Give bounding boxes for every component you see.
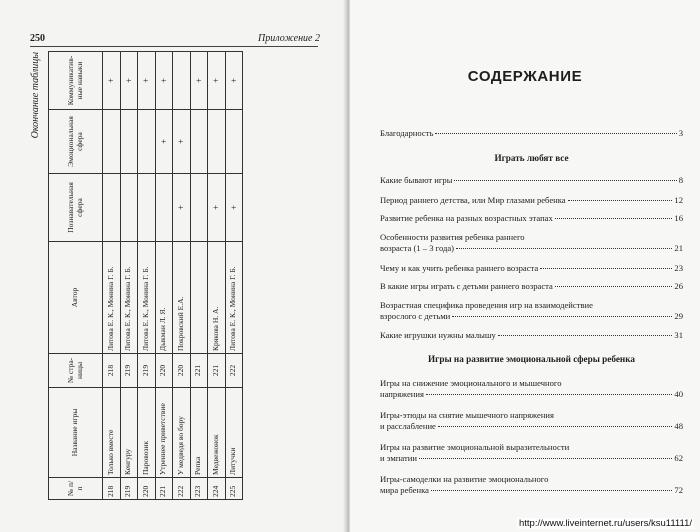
page-ref: 220 xyxy=(155,354,173,388)
toc-entry xyxy=(380,128,683,139)
table-header-row xyxy=(49,52,103,500)
row-number: 222 xyxy=(173,478,191,500)
author: Литова Е. К., Монина Г. Б. xyxy=(120,242,138,354)
table-row xyxy=(120,52,138,500)
toc-entry-text-cont: возраста (1 – 3 года) xyxy=(380,242,455,253)
toc-entry-page: 40 xyxy=(674,388,683,399)
toc-entry-text: Период раннего детства, или Мир глазами ребенка xyxy=(380,195,566,205)
table-row xyxy=(208,52,226,500)
col-header-game-name: Название игры xyxy=(49,388,103,478)
communicative-mark: + xyxy=(103,52,121,110)
emotional-mark xyxy=(208,110,226,174)
toc-section-heading: Игры на развитие эмоциональной сферы ребенка xyxy=(428,354,635,364)
left-page-header xyxy=(30,33,320,47)
page-ref: 221 xyxy=(190,354,208,388)
page-ref: 218 xyxy=(103,354,121,388)
communicative-mark: + xyxy=(225,52,243,110)
cognitive-mark xyxy=(155,174,173,242)
communicative-mark: + xyxy=(208,52,226,110)
toc-entry-text: Благодарность xyxy=(380,128,434,138)
cognitive-mark xyxy=(190,174,208,242)
games-table-box xyxy=(48,52,243,500)
game-name: Репка xyxy=(190,388,208,478)
communicative-mark: + xyxy=(155,52,173,110)
cognitive-mark: + xyxy=(173,174,191,242)
toc-entry-page: 48 xyxy=(674,420,683,431)
page-number: 250 xyxy=(30,33,45,44)
page-ref: 222 xyxy=(225,354,243,388)
col-header-author: Автор xyxy=(49,242,103,354)
cognitive-mark xyxy=(103,174,121,242)
toc-title: СОДЕРЖАНИЕ xyxy=(467,68,583,85)
watermark-url: http://www.liveinternet.ru/users/ksu11111/ xyxy=(518,518,692,529)
communicative-mark xyxy=(173,52,191,110)
row-number: 223 xyxy=(190,478,208,500)
author: Литова Е. К., Монина Г. Б. xyxy=(225,242,243,354)
toc-entry-page: 8 xyxy=(678,175,683,185)
toc-entry xyxy=(380,300,683,321)
emotional-mark xyxy=(225,110,243,174)
toc-entry-text: Какие бывают игры xyxy=(380,175,453,185)
toc-entry-text: Игры-этюды на снятие мышечного напряжения xyxy=(380,410,554,420)
emotional-mark xyxy=(190,110,208,174)
col-header-page: № стра-ницы xyxy=(49,354,103,388)
toc-entry-text-cont: и эмпатии xyxy=(380,452,417,463)
emotional-mark: + xyxy=(155,110,173,174)
table-row xyxy=(190,52,208,500)
toc-entry-page: 29 xyxy=(674,310,683,321)
toc-entry-page: 21 xyxy=(674,242,683,253)
table-row xyxy=(155,52,173,500)
game-name: Медвежонок xyxy=(208,388,226,478)
toc-entry-text-cont: напряжения xyxy=(380,388,424,399)
toc-entry xyxy=(380,195,683,206)
header-rule xyxy=(30,46,318,47)
author: Покровский Е.А. xyxy=(173,242,191,354)
cognitive-mark xyxy=(138,174,156,242)
communicative-mark: + xyxy=(190,52,208,110)
table-row xyxy=(173,52,191,500)
games-table xyxy=(48,51,243,500)
emotional-mark: + xyxy=(173,110,191,174)
game-name: Паровозик xyxy=(138,388,156,478)
toc-entry-text: Чему и как учить ребенка раннего возраста xyxy=(380,263,539,273)
row-number: 224 xyxy=(208,478,226,500)
toc-entry xyxy=(380,474,683,495)
author: Крякова Н. А. xyxy=(208,242,226,354)
toc-entry-text-cont: и расслабление xyxy=(380,420,436,431)
toc-entry xyxy=(380,378,683,399)
toc-entry-text: Игры на снижение эмоционального и мышечного xyxy=(380,378,562,388)
toc-entry-page: 62 xyxy=(674,452,683,463)
game-name: Литучки xyxy=(225,388,243,478)
toc-entry xyxy=(380,263,683,274)
toc-entry xyxy=(380,442,683,463)
toc-entry xyxy=(380,213,683,224)
game-name: Кенгуру xyxy=(120,388,138,478)
col-header-communicative: Коммуникатив-ные навыки xyxy=(49,52,103,110)
toc-entry xyxy=(380,175,683,186)
author: Дыкман Л. Я. xyxy=(155,242,173,354)
toc-entry-page: 16 xyxy=(674,213,683,223)
communicative-mark: + xyxy=(138,52,156,110)
table-row xyxy=(225,52,243,500)
table-caption: Окончание таблицы xyxy=(30,52,41,139)
toc-entry-text: Игры на развитие эмоциональной выразительности xyxy=(380,442,570,452)
toc-entry-page: 12 xyxy=(674,195,683,205)
page-ref: 220 xyxy=(173,354,191,388)
toc-entry xyxy=(380,232,683,253)
toc-entry-text: Какие игрушки нужны малышу xyxy=(380,330,496,340)
toc-entry-text-cont: мира ребенка xyxy=(380,484,429,495)
toc-entry-text-cont: взрослого с детьми xyxy=(380,310,451,321)
toc-entry-page: 72 xyxy=(674,484,683,495)
row-number: 220 xyxy=(138,478,156,500)
page-ref: 219 xyxy=(120,354,138,388)
communicative-mark: + xyxy=(120,52,138,110)
toc-entry xyxy=(380,330,683,341)
toc-entry-page: 3 xyxy=(678,128,683,138)
toc-entry-page: 23 xyxy=(674,263,683,273)
page-ref: 221 xyxy=(208,354,226,388)
toc-entry-text: Развитие ребенка на разных возрастных этапах xyxy=(380,213,553,223)
toc-section-heading: Играть любят все xyxy=(494,153,569,163)
emotional-mark xyxy=(120,110,138,174)
cognitive-mark: + xyxy=(208,174,226,242)
row-number: 218 xyxy=(103,478,121,500)
emotional-mark xyxy=(138,110,156,174)
running-head: Приложение 2 xyxy=(258,33,320,44)
game-name: У медведя во бору xyxy=(173,388,191,478)
page-ref: 219 xyxy=(138,354,156,388)
toc-entry-text: Возрастная специфика проведения игр на взаимодействие xyxy=(380,300,593,310)
author: Литова Е. К., Монина Г. Б. xyxy=(138,242,156,354)
game-name: Только вместе xyxy=(103,388,121,478)
col-header-number: № п/п xyxy=(49,478,103,500)
toc-entry-text: Игры-самоделки на развитие эмоционального xyxy=(380,474,549,484)
row-number: 225 xyxy=(225,478,243,500)
author xyxy=(190,242,208,354)
emotional-mark xyxy=(103,110,121,174)
author: Литова Е. К., Монина Г. Б. xyxy=(103,242,121,354)
game-name: Утреннее приветствие xyxy=(155,388,173,478)
toc-entry xyxy=(380,281,683,292)
cognitive-mark xyxy=(120,174,138,242)
table-caption-wrap xyxy=(28,52,42,492)
cognitive-mark: + xyxy=(225,174,243,242)
toc-entry-text: В какие игры играть с детьми раннего возраста xyxy=(380,281,553,291)
table-row xyxy=(103,52,121,500)
col-header-emotional: Эмоциональная сфера xyxy=(49,110,103,174)
row-number: 219 xyxy=(120,478,138,500)
table-row xyxy=(138,52,156,500)
col-header-cognitive: Познавательная сфера xyxy=(49,174,103,242)
toc-entry xyxy=(380,410,683,431)
toc-entry-page: 26 xyxy=(674,281,683,291)
toc-entry-page: 31 xyxy=(674,330,683,340)
row-number: 221 xyxy=(155,478,173,500)
toc-entry-text: Особенности развития ребенка раннего xyxy=(380,232,525,242)
